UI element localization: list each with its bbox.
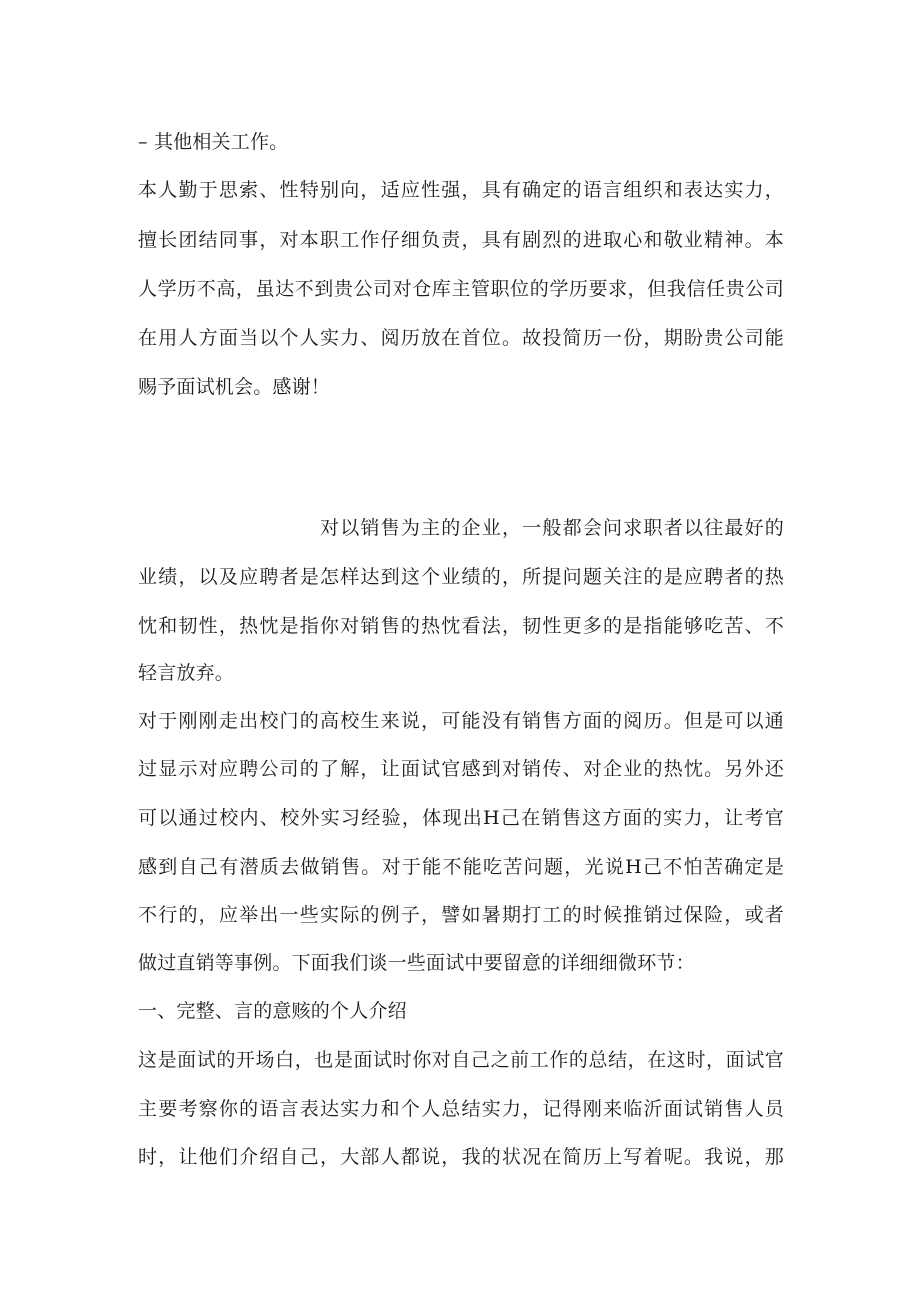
text-line: 人学历不高，虽达不到贵公司对仓库主管职位的学历要求，但我信任贵公司 [138,278,784,300]
text-line: 时，让他们介绍自己，大部人都说，我的状况在简历上写着呢。我说，那 [138,1146,784,1168]
text-line: – 其他相关工作。 [138,131,289,153]
text-line: 对于刚刚走出校门的高校生来说，可能没有销售方面的阅历。但是可以通 [138,710,784,732]
text-line: 主要考察你的语言表达实力和个人总结实力，记得刚来临沂面试销售人员 [138,1098,784,1120]
text-line: 过显示对应聘公司的了解，让面试官感到对销传、对企业的热忱。另外还 [138,758,784,780]
text-line: 轻言放弃。 [138,662,235,684]
text-line: 做过直销等事例。下面我们谈一些面试中要留意的详细细微环节： [138,952,695,974]
text-line: 赐予面试机会。感谢！ [138,376,331,398]
text-line: 擅长团结同事，对本职工作仔细负责，具有剧烈的进取心和敬业精神。本 [138,229,784,251]
text-line: 在用人方面当以个人实力、阅历放在首位。故投简历一份，期盼贵公司能 [138,327,784,349]
text-line: 忱和韧性，热忱是指你对销售的热忱看法，韧性更多的是指能够吃苦、不 [138,615,784,637]
text-line: 本人勤于思索、性特别向，适应性强，具有确定的语言组织和表达实力， [138,179,784,201]
text-line: 不行的，应举出一些实际的例子，譬如暑期打工的时候推销过保险，或者 [138,904,784,926]
section-heading: 一、完整、言的意赅的个人介绍 [138,1000,407,1022]
text-line: 业绩，以及应聘者是怎样达到这个业绩的，所提问题关注的是应聘者的热 [138,566,784,588]
text-line: 对以销售为主的企业，一般都会问求职者以往最好的 [320,517,784,539]
text-line: 这是面试的开场白，也是面试时你对自己之前工作的总结，在这时，面试官 [138,1049,784,1071]
text-line: 可以通过校内、校外实习经验，体现出H己在销售这方面的实力，让考官 [138,807,784,829]
text-line: 感到自己有潜质去做销售。对于能不能吃苦问题，光说H己不怕苦确定是 [138,856,784,878]
